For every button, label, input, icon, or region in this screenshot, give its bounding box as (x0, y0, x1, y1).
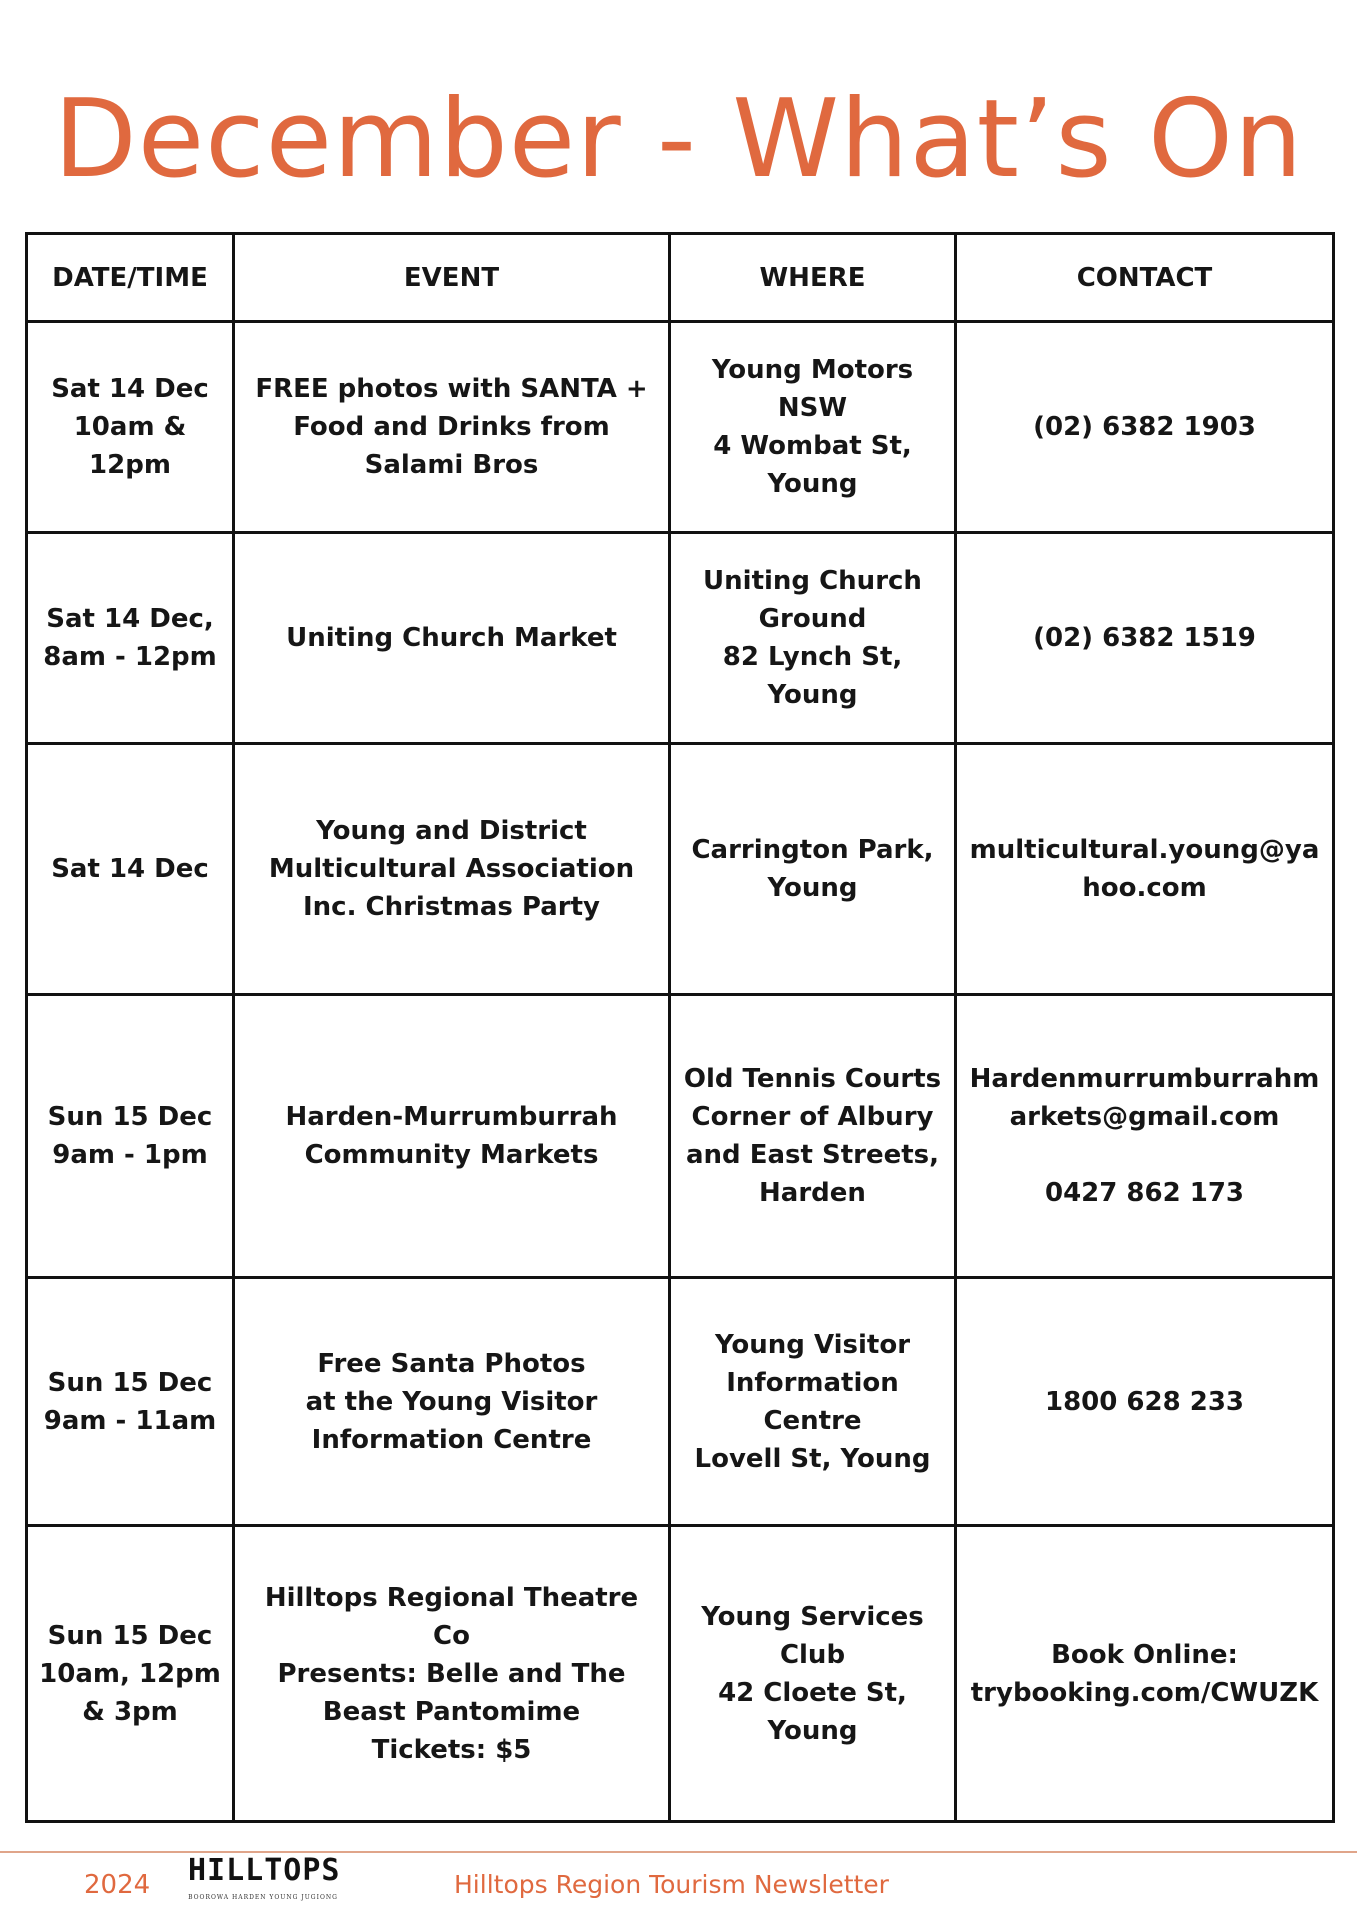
footer-year: 2024 (84, 1870, 151, 1900)
cell-event: Hilltops Regional Theatre Co Presents: Belle and The Beast Pantomime Tickets: $5 (234, 1526, 670, 1822)
cell-contact: (02) 6382 1519 (956, 533, 1334, 744)
table-row (27, 1278, 1334, 1526)
table-row (27, 1526, 1334, 1822)
cell-datetime: Sat 14 Dec, 8am - 12pm (27, 533, 234, 744)
header-where: WHERE (670, 234, 956, 322)
cell-event: Young and District Multicultural Association Inc. Christmas Party (234, 744, 670, 995)
cell-datetime: Sat 14 Dec (27, 744, 234, 995)
table-header-row (27, 234, 1334, 322)
table-row (27, 744, 1334, 995)
header-event: EVENT (234, 234, 670, 322)
cell-event: Free Santa Photos at the Young Visitor Information Centre (234, 1278, 670, 1526)
page-title: December - What’s On (53, 77, 1304, 202)
cell-where: Old Tennis Courts Corner of Albury and East Streets, Harden (670, 995, 956, 1278)
cell-contact: Book Online: trybooking.com/CWUZK (956, 1526, 1334, 1822)
table-row (27, 533, 1334, 744)
cell-datetime: Sun 15 Dec 9am - 11am (27, 1278, 234, 1526)
cell-contact: (02) 6382 1903 (956, 322, 1334, 533)
table-row (27, 995, 1334, 1278)
cell-contact: multicultural.young@ya hoo.com (956, 744, 1334, 995)
footer-newsletter-title: Hilltops Region Tourism Newsletter (454, 1870, 889, 1899)
header-datetime: DATE/TIME (27, 234, 234, 322)
events-table (25, 232, 1335, 1823)
logo-towns: BOOROWA HARDEN YOUNG JUGIONG (188, 1894, 338, 1901)
cell-where: Young Visitor Information Centre Lovell St, Young (670, 1278, 956, 1526)
cell-where: Carrington Park, Young (670, 744, 956, 995)
cell-event: Uniting Church Market (234, 533, 670, 744)
cell-datetime: Sun 15 Dec 9am - 1pm (27, 995, 234, 1278)
logo-wordmark: HILLTOPS (188, 1853, 341, 1888)
table-row (27, 322, 1334, 533)
hilltops-logo (188, 1853, 341, 1912)
header-contact: CONTACT (956, 234, 1334, 322)
cell-event: FREE photos with SANTA + Food and Drinks from Salami Bros (234, 322, 670, 533)
cell-where: Young Services Club 42 Cloete St, Young (670, 1526, 956, 1822)
cell-where: Young Motors NSW 4 Wombat St, Young (670, 322, 956, 533)
cell-datetime: Sat 14 Dec 10am & 12pm (27, 322, 234, 533)
cell-where: Uniting Church Ground 82 Lynch St, Young (670, 533, 956, 744)
cell-contact: 1800 628 233 (956, 1278, 1334, 1526)
cell-contact: Hardenmurrumburrahm arkets@gmail.com 0427 862 173 (956, 995, 1334, 1278)
cell-datetime: Sun 15 Dec 10am, 12pm & 3pm (27, 1526, 234, 1822)
cell-event: Harden-Murrumburrah Community Markets (234, 995, 670, 1278)
